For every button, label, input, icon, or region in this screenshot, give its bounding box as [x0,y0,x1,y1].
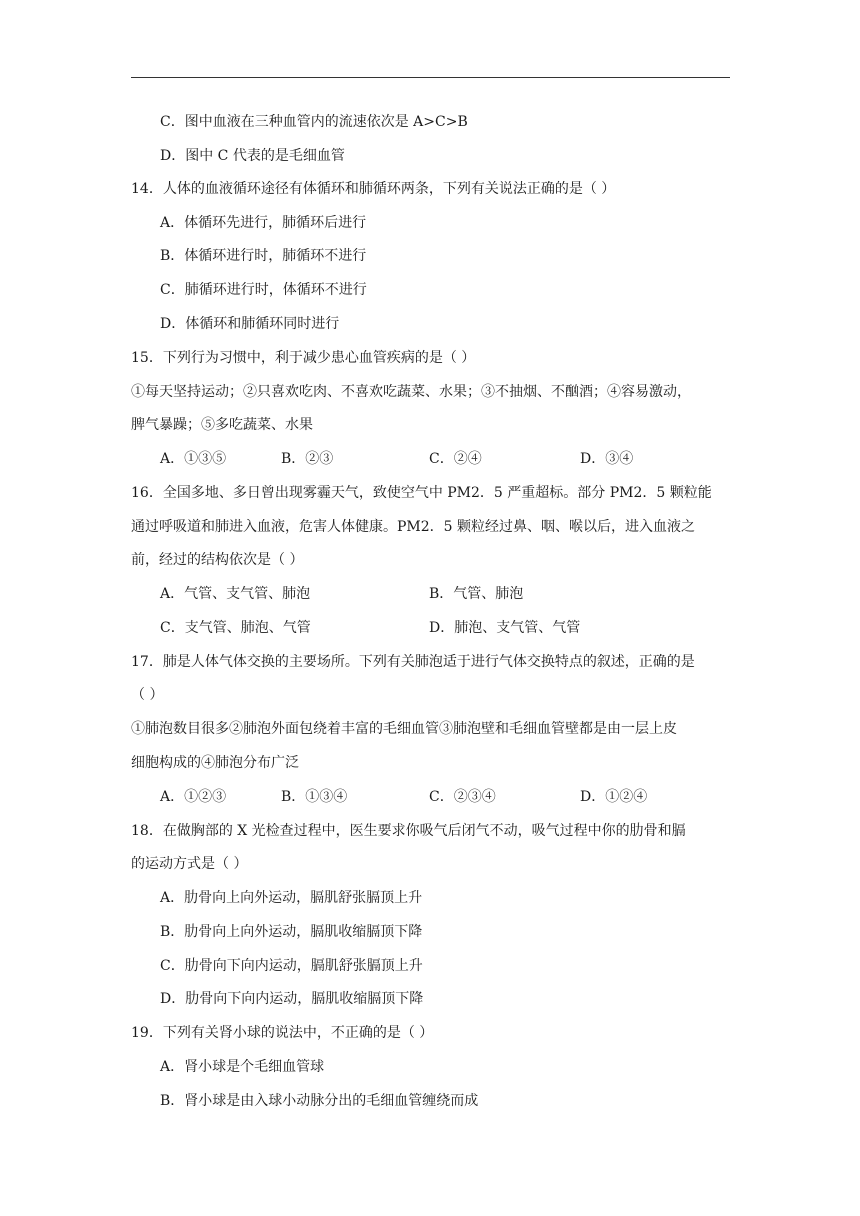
q14-option-c: C．肺循环进行时，体循环不进行 [160,282,367,298]
q16-stem-line: 前，经过的结构依次是（ ） [131,552,304,568]
q13-option-d: D．图中 C 代表的是毛细血管 [160,148,345,164]
q14-option-d: D．体循环和肺循环同时进行 [160,316,340,332]
q15-body-line: ①每天坚持运动；②只喜欢吃肉、不喜欢吃蔬菜、水果；③不抽烟、不酗酒；④容易激动， [131,384,691,400]
q16-option-c: C．支气管、肺泡、气管 [160,620,311,636]
q19-option-b: B．肾小球是由入球小动脉分出的毛细血管缠绕而成 [160,1093,479,1109]
q19-stem: 19．下列有关肾小球的说法中，不正确的是（ ） [131,1025,434,1041]
q16-option-a: A．气管、支气管、肺泡 [160,586,311,602]
q16-stem-line: 通过呼吸道和肺进入血液，危害人体健康。PM2．5 颗粒经过鼻、咽、喉以后，进入血液之 [131,519,696,535]
q17-option-b: B．①③④ [281,789,348,805]
q18-option-c: C．肋骨向下向内运动，膈肌舒张膈顶上升 [160,958,423,974]
q16-option-d: D．肺泡、支气管、气管 [429,620,581,636]
q17-stem-line: 17．肺是人体气体交换的主要场所。下列有关肺泡适于进行气体交换特点的叙述，正确的是 [131,654,695,670]
q15-body-line: 脾气暴躁；⑤多吃蔬菜、水果 [131,417,313,433]
q18-option-a: A．肋骨向上向外运动，膈肌舒张膈顶上升 [160,890,423,906]
q14-option-b: B．体循环进行时，肺循环不进行 [160,248,367,264]
q14-option-a: A．体循环先进行，肺循环后进行 [160,215,367,231]
q17-body-line: 细胞构成的④肺泡分布广泛 [131,755,299,771]
q18-stem-line: 的运动方式是（ ） [131,856,248,872]
q17-option-c: C．②③④ [429,789,496,805]
q19-option-a: A．肾小球是个毛细血管球 [160,1059,325,1075]
q16-option-b: B．气管、肺泡 [429,586,524,602]
q17-option-a: A．①②③ [160,789,227,805]
q18-option-d: D．肋骨向下向内运动，膈肌收缩膈顶下降 [160,991,424,1007]
q14-stem: 14．人体的血液循环途径有体循环和肺循环两条，下列有关说法正确的是（ ） [131,181,616,197]
q15-stem: 15．下列行为习惯中，利于减少患心血管疾病的是（ ） [131,350,476,366]
q17-stem-line: （ ） [131,687,164,703]
header-rule [131,77,730,78]
q13-option-c: C．图中血液在三种血管内的流速依次是 A>C>B [160,114,468,130]
q16-stem-line: 16．全国多地、多日曾出现雾霾天气，致使空气中 PM2．5 严重超标。部分 PM2．5 颗粒能 [131,485,712,501]
q15-option-c: C．②④ [429,451,482,467]
q15-option-d: D．③④ [580,451,634,467]
q15-option-a: A．①③⑤ [160,451,227,467]
q17-option-d: D．①②④ [580,789,648,805]
q18-stem-line: 18．在做胸部的 X 光检查过程中，医生要求你吸气后闭气不动，吸气过程中你的肋骨和膈 [131,823,686,839]
q18-option-b: B．肋骨向上向外运动，膈肌收缩膈顶下降 [160,924,423,940]
q17-body-line: ①肺泡数目很多②肺泡外面包绕着丰富的毛细血管③肺泡壁和毛细血管壁都是由一层上皮 [131,721,677,737]
q15-option-b: B．②③ [281,451,334,467]
